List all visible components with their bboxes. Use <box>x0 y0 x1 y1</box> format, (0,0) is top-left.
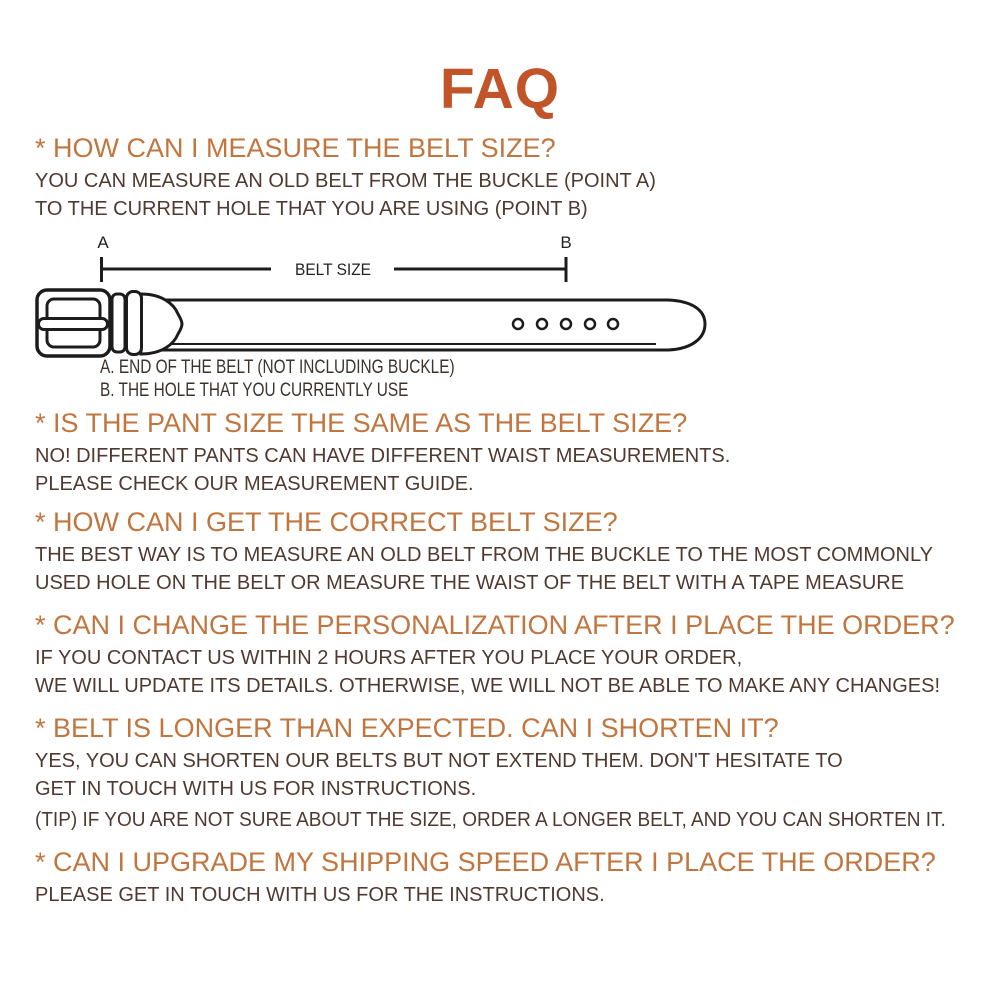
faq-answer-line: YOU CAN MEASURE AN OLD BELT FROM THE BUCKLE (POINT A) <box>35 170 656 192</box>
faq-answer-line: IF YOU CONTACT US WITHIN 2 HOURS AFTER YOU PLACE YOUR ORDER, <box>35 647 743 669</box>
faq-answer-line: PLEASE GET IN TOUCH WITH US FOR THE INSTRUCTIONS. <box>35 884 605 906</box>
belt-size-label: BELT SIZE <box>295 260 371 279</box>
faq-answer-line: NO! DIFFERENT PANTS CAN HAVE DIFFERENT WAIST MEASUREMENTS. <box>35 445 731 467</box>
faq-question: * BELT IS LONGER THAN EXPECTED. CAN I SHORTEN IT? <box>35 713 779 743</box>
belt-hole <box>561 319 571 329</box>
belt-hole <box>513 319 523 329</box>
faq-answer-line: USED HOLE ON THE BELT OR MEASURE THE WAIST OF THE BELT WITH A TAPE MEASURE <box>35 572 905 594</box>
page-title: FAQ <box>439 57 561 121</box>
faq-question: * HOW CAN I MEASURE THE BELT SIZE? <box>35 133 556 163</box>
tip-note: (TIP) IF YOU ARE NOT SURE ABOUT THE SIZE, ORDER A LONGER BELT, AND YOU CAN SHORTEN IT. <box>35 809 946 831</box>
belt-hole <box>585 319 595 329</box>
caption-b: B. THE HOLE THAT YOU CURRENTLY USE <box>100 380 409 401</box>
belt-buckle <box>37 290 110 356</box>
belt-strap <box>141 300 705 350</box>
faq-answer-line: TO THE CURRENT HOLE THAT YOU ARE USING (POINT B) <box>35 198 588 220</box>
belt-keeper <box>112 294 125 352</box>
faq-question: * CAN I UPGRADE MY SHIPPING SPEED AFTER I PLACE THE ORDER? <box>35 847 936 877</box>
diagram-captions <box>100 356 538 402</box>
belt-keeper <box>127 292 142 355</box>
faq-answer-line: THE BEST WAY IS TO MEASURE AN OLD BELT FROM THE BUCKLE TO THE MOST COMMONLY <box>35 544 933 566</box>
faq-answer-line: WE WILL UPDATE ITS DETAILS. OTHERWISE, WE WILL NOT BE ABLE TO MAKE ANY CHANGES! <box>35 675 941 697</box>
faq-answer-line: YES, YOU CAN SHORTEN OUR BELTS BUT NOT EXTEND THEM. DON'T HESITATE TO <box>35 750 843 772</box>
point-a-label: A <box>97 233 109 252</box>
faq-question: * HOW CAN I GET THE CORRECT BELT SIZE? <box>35 507 618 537</box>
buckle-prong <box>39 319 108 330</box>
faq-item-pant-size <box>35 408 1000 498</box>
faq-item-shorten-belt <box>35 713 1000 803</box>
faq-question: * IS THE PANT SIZE THE SAME AS THE BELT SIZE? <box>35 408 688 438</box>
faq-answer-line: GET IN TOUCH WITH US FOR INSTRUCTIONS. <box>35 778 477 800</box>
faq-item-measure-belt-size <box>35 133 1000 223</box>
faq-answer-line: PLEASE CHECK OUR MEASUREMENT GUIDE. <box>35 473 474 495</box>
belt-hole <box>537 319 547 329</box>
faq-item-change-personalization <box>35 610 1000 700</box>
faq-item-correct-belt-size <box>35 507 1000 597</box>
faq-item-upgrade-shipping <box>35 847 1000 909</box>
point-b-label: B <box>560 233 572 252</box>
belt-hole <box>608 319 618 329</box>
caption-a: A. END OF THE BELT (NOT INCLUDING BUCKLE) <box>100 357 455 378</box>
faq-question: * CAN I CHANGE THE PERSONALIZATION AFTER I PLACE THE ORDER? <box>35 610 955 640</box>
